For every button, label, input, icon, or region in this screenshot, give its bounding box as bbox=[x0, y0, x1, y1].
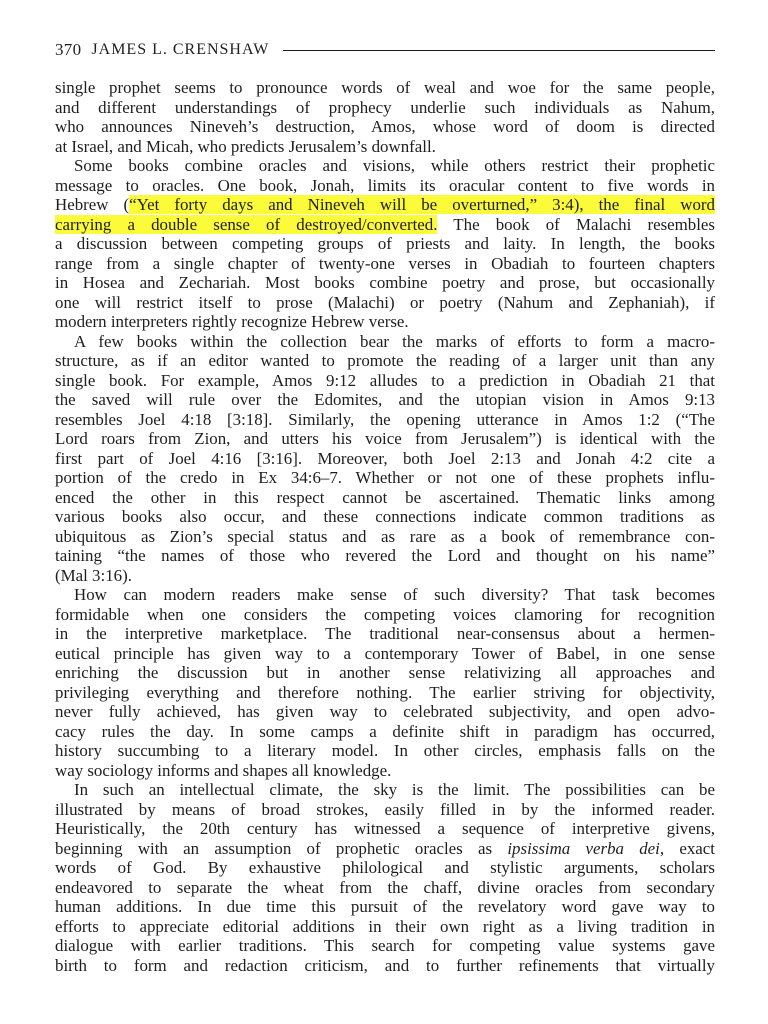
text-line: privileging everything and therefore nothing. The earlier striving for objectivity, bbox=[55, 682, 715, 702]
text-line: dialogue with earlier traditions. This search for competing value systems gave bbox=[55, 936, 715, 955]
text-line: cacy rules the day. In some camps a definite shift in paradigm has occurred, bbox=[55, 721, 715, 741]
text-line: taining “the names of those who revered the Lord and thought on his name” bbox=[55, 546, 715, 565]
text-line: structure, as if an editor wanted to promote the reading of a larger unit than any bbox=[55, 351, 715, 370]
text-line: who announces Nineveh’s destruction, Amos, whose word of doom is directed bbox=[55, 117, 715, 136]
text-line: Heuristically, the 20th century has witnessed a sequence of interpretive givens, bbox=[55, 819, 715, 838]
running-head bbox=[55, 38, 715, 62]
text-line bbox=[55, 839, 715, 859]
text-line: birth to form and redaction criticism, and to further refinements that virtually bbox=[55, 955, 715, 975]
text-span: The book of Malachi resembles bbox=[437, 214, 715, 234]
text-line: a discussion between competing groups of priests and laity. In length, the books bbox=[55, 234, 715, 253]
text-line: illustrated by means of broad strokes, easily filled in by the informed reader. bbox=[55, 799, 715, 819]
text-line: never fully achieved, has given way to celebrated subjectivity, and open advo- bbox=[55, 702, 715, 721]
header-rule bbox=[283, 50, 715, 51]
highlighted-text: carrying a double sense of destroyed/converted. bbox=[55, 214, 438, 234]
text-line: In such an intellectual climate, the sky is the limit. The possibilities can be bbox=[74, 780, 715, 799]
text-line: enced the other in this respect cannot be ascertained. Thematic links among bbox=[55, 487, 715, 507]
text-line: single prophet seems to pronounce words of weal and woe for the same people, bbox=[55, 78, 715, 97]
text-line: enriching the discussion but in another sense relativizing all approaches and bbox=[55, 663, 715, 682]
running-head-title: JAMES L. CRENSHAW bbox=[91, 41, 270, 58]
text-line: at Israel, and Micah, who predicts Jerusalem’s downfall. bbox=[55, 136, 436, 156]
text-line: eutical principle has given way to a contemporary Tower of Babel, in one sense bbox=[55, 643, 715, 663]
text-span: beginning with an assumption of prophetic oracles as bbox=[55, 838, 508, 858]
text-line: in the interpretive marketplace. The traditional near-consensus about a hermen- bbox=[55, 624, 715, 643]
text-line: various books also occur, and these connections indicate common traditions as bbox=[55, 507, 715, 526]
text-span: , exact bbox=[659, 838, 715, 858]
text-span: Hebrew ( bbox=[55, 195, 130, 214]
text-line: (Mal 3:16). bbox=[55, 565, 132, 585]
text-line: way sociology informs and shapes all knowledge. bbox=[55, 760, 392, 780]
text-line: the saved will rule over the Edomites, and the utopian vision in Amos 9:13 bbox=[55, 390, 715, 409]
highlighted-text: “Yet forty days and Nineveh will be overturned,” 3:4), the final word bbox=[129, 195, 715, 214]
page-number: 370 bbox=[55, 40, 82, 59]
text-line: history succumbing to a literary model. In other circles, emphasis falls on the bbox=[55, 741, 715, 760]
text-line: How can modern readers make sense of such diversity? That task becomes bbox=[74, 585, 715, 604]
italic-text: ipsissima verba dei bbox=[507, 838, 660, 858]
text-line: and different understandings of prophecy underlie such individuals as Nahum, bbox=[55, 97, 715, 117]
text-line: ubiquitous as Zion’s special status and as rare as a book of remembrance con- bbox=[55, 526, 715, 546]
text-line: endeavored to separate the wheat from the chaff, divine oracles from secondary bbox=[55, 877, 715, 897]
text-line: message to oracles. One book, Jonah, limits its oracular content to five words in bbox=[55, 175, 715, 195]
text-line: efforts to appreciate editorial additions in their own right as a living tradition in bbox=[55, 916, 715, 936]
text-line: in Hosea and Zechariah. Most books combine poetry and prose, but occasionally bbox=[55, 273, 715, 292]
text-line bbox=[55, 215, 715, 235]
text-line: range from a single chapter of twenty-one verses in Obadiah to fourteen chapters bbox=[55, 253, 715, 273]
text-line: A few books within the collection bear the marks of efforts to form a macro- bbox=[74, 331, 715, 351]
text-line: resembles Joel 4:18 [3:18]. Similarly, the opening utterance in Amos 1:2 (“The bbox=[55, 409, 715, 429]
text-line: first part of Joel 4:16 [3:16]. Moreover, both Joel 2:13 and Jonah 4:2 cite a bbox=[55, 448, 715, 468]
text-line: Some books combine oracles and visions, while others restrict their prophetic bbox=[74, 156, 715, 175]
text-line: words of God. By exhaustive philological and stylistic arguments, scholars bbox=[55, 858, 715, 877]
text-line: one will restrict itself to prose (Malachi) or poetry (Nahum and Zephaniah), if bbox=[55, 292, 715, 312]
text-line: formidable when one considers the competing voices clamoring for recognition bbox=[55, 604, 715, 624]
text-line: modern interpreters rightly recognize Hebrew verse. bbox=[55, 312, 409, 331]
body-text bbox=[55, 78, 715, 975]
text-line: human additions. In due time this pursuit of the revelatory word gave way to bbox=[55, 897, 715, 916]
text-line bbox=[55, 195, 715, 215]
text-line: portion of the credo in Ex 34:6–7. Whether or not one of these prophets influ- bbox=[55, 468, 715, 487]
text-line: single book. For example, Amos 9:12 alludes to a prediction in Obadiah 21 that bbox=[55, 370, 715, 390]
text-line: Lord roars from Zion, and utters his voice from Jerusalem”) is identical with the bbox=[55, 429, 715, 448]
